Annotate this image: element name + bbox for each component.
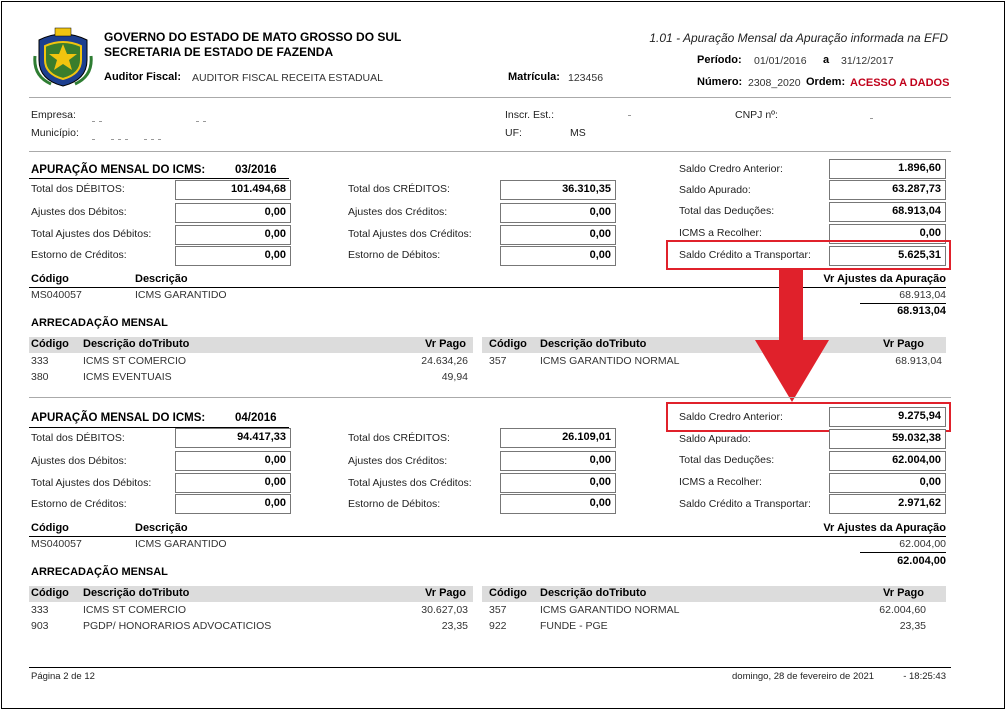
inscr-value-redacted [626, 107, 633, 125]
total-ajustes-debitos-value: 0,00 [175, 473, 291, 493]
arrec-descricao: ICMS ST COMERCIO [83, 355, 187, 367]
gov-line1: GOVERNO DO ESTADO DE MATO GROSSO DO SUL [104, 30, 402, 44]
periodo-start: 01/01/2016 [754, 55, 807, 67]
estorno-creditos-value: 0,00 [175, 246, 291, 266]
apuracao-title: APURAÇÃO MENSAL DO ICMS: [31, 412, 206, 424]
arrec-col-descricao: Descrição doTributo [540, 338, 647, 350]
total-debitos-value: 94.417,33 [175, 428, 291, 448]
periodo-sep: a [823, 54, 830, 66]
total-creditos-value: 26.109,01 [500, 428, 616, 448]
gov-line2: SECRETARIA DE ESTADO DE FAZENDA [104, 45, 334, 59]
ajustes-creditos-value: 0,00 [500, 203, 616, 223]
arrec-descricao: ICMS GARANTIDO NORMAL [540, 604, 680, 616]
arrec-codigo: 357 [489, 355, 507, 367]
uf-label: UF: [505, 127, 522, 139]
ajustes-col-descricao: Descrição [135, 273, 188, 285]
ajustes-col-codigo: Código [31, 522, 69, 534]
arrec-col-codigo: Código [489, 587, 527, 599]
arrec-col-valor: Vr Pago [425, 587, 466, 599]
divider [860, 552, 946, 553]
ordem-value: ACESSO A DADOS [850, 77, 950, 89]
periodo-end: 31/12/2017 [841, 55, 894, 67]
ajuste-valor: 62.004,00 [899, 538, 946, 550]
arrec-valor: 62.004,60 [879, 604, 926, 616]
ajustes-creditos-label: Ajustes dos Créditos: [348, 206, 448, 218]
divider [29, 97, 951, 98]
arrec-valor: 68.913,04 [895, 355, 942, 367]
arrec-col-codigo: Código [31, 587, 69, 599]
total-creditos-label: Total dos CRÉDITOS: [348, 432, 450, 444]
municipio-value-redacted [90, 131, 163, 149]
divider [29, 397, 951, 398]
apuracao-month: 03/2016 [235, 164, 277, 176]
total-deducoes-value: 68.913,04 [829, 202, 946, 222]
total-ajustes-creditos-label: Total Ajustes dos Créditos: [348, 477, 472, 489]
total-ajustes-creditos-label: Total Ajustes dos Créditos: [348, 228, 472, 240]
state-coat-of-arms-logo [33, 26, 93, 88]
ajuste-codigo: MS040057 [31, 538, 82, 550]
empresa-label: Empresa: [31, 109, 76, 121]
arrec-col-valor: Vr Pago [425, 338, 466, 350]
ajustes-creditos-value: 0,00 [500, 451, 616, 471]
arrec-col-codigo: Código [31, 338, 69, 350]
arrec-valor: 23,35 [899, 620, 926, 632]
footer-page: Página 2 de 12 [31, 671, 95, 682]
estorno-debitos-label: Estorno de Débitos: [348, 498, 441, 510]
estorno-debitos-value: 0,00 [500, 246, 616, 266]
arrec-descricao: ICMS GARANTIDO NORMAL [540, 355, 680, 367]
saldo-transportar-value: 5.625,31 [829, 246, 946, 266]
estorno-creditos-label: Estorno de Créditos: [31, 249, 127, 261]
ajustes-col-valor: Vr Ajustes da Apuração [823, 273, 946, 285]
estorno-creditos-value: 0,00 [175, 494, 291, 514]
divider [29, 178, 289, 179]
highlight-saldo-credor-anterior [666, 402, 951, 432]
total-ajustes-debitos-value: 0,00 [175, 225, 291, 245]
footer-date: domingo, 28 de fevereiro de 2021 [732, 671, 875, 682]
apuracao-title: APURAÇÃO MENSAL DO ICMS: [31, 164, 206, 176]
arrec-descricao: ICMS ST COMERCIO [83, 604, 187, 616]
total-creditos-value: 36.310,35 [500, 180, 616, 200]
saldo-apurado-label: Saldo Apurado: [679, 433, 751, 445]
total-ajustes-debitos-label: Total Ajustes dos Débitos: [31, 477, 152, 489]
total-ajustes-creditos-value: 0,00 [500, 225, 616, 245]
icms-recolher-label: ICMS a Recolher: [679, 476, 762, 488]
ajustes-col-codigo: Código [31, 273, 69, 285]
arrec-col-codigo: Código [489, 338, 527, 350]
arrec-valor: 24.634,26 [421, 355, 468, 367]
ajuste-codigo: MS040057 [31, 289, 82, 301]
total-debitos-label: Total dos DÉBITOS: [31, 183, 125, 195]
ajustes-debitos-label: Ajustes dos Débitos: [31, 206, 127, 218]
saldo-apurado-label: Saldo Apurado: [679, 184, 751, 196]
footer-time: - 18:25:43 [903, 671, 946, 682]
saldo-transportar-value: 2.971,62 [829, 494, 946, 514]
arrec-col-descricao: Descrição doTributo [83, 338, 190, 350]
arrecadacao-title: ARRECADAÇÃO MENSAL [31, 566, 168, 578]
saldo-credor-anterior-value: 1.896,60 [829, 159, 946, 179]
arrecadacao-title: ARRECADAÇÃO MENSAL [31, 317, 168, 329]
arrec-col-valor: Vr Pago [883, 338, 924, 350]
ajuste-descricao: ICMS GARANTIDO [135, 538, 227, 550]
arrec-codigo: 380 [31, 371, 49, 383]
saldo-apurado-value: 63.287,73 [829, 180, 946, 200]
total-debitos-label: Total dos DÉBITOS: [31, 432, 125, 444]
icms-recolher-value: 0,00 [829, 224, 946, 244]
arrec-valor: 23,35 [441, 620, 468, 632]
estorno-creditos-label: Estorno de Créditos: [31, 498, 127, 510]
ajustes-col-valor: Vr Ajustes da Apuração [823, 522, 946, 534]
ajustes-debitos-label: Ajustes dos Débitos: [31, 455, 127, 467]
arrec-codigo: 357 [489, 604, 507, 616]
saldo-transportar-label: Saldo Crédito a Transportar: [679, 249, 811, 261]
saldo-transportar-label: Saldo Crédito a Transportar: [679, 498, 811, 510]
saldo-credor-anterior-value: 9.275,94 [829, 407, 946, 427]
ajustes-col-descricao: Descrição [135, 522, 188, 534]
apuracao-month: 04/2016 [235, 412, 277, 424]
ajustes-debitos-value: 0,00 [175, 451, 291, 471]
footer-divider [29, 667, 951, 668]
auditor-label: Auditor Fiscal: [104, 71, 182, 83]
icms-recolher-label: ICMS a Recolher: [679, 227, 762, 239]
arrec-valor: 30.627,03 [421, 604, 468, 616]
ajuste-total: 68.913,04 [897, 305, 946, 317]
saldo-credor-anterior-label: Saldo Credro Anterior: [679, 411, 783, 423]
total-deducoes-value: 62.004,00 [829, 451, 946, 471]
total-ajustes-creditos-value: 0,00 [500, 473, 616, 493]
periodo-label: Período: [697, 54, 742, 66]
numero-value: 2308_2020 [748, 77, 801, 89]
arrec-descricao: ICMS EVENTUAIS [83, 371, 172, 383]
matricula-value: 123456 [568, 72, 604, 84]
arrec-descricao: FUNDE - PGE [540, 620, 608, 632]
highlight-saldo-transportar [666, 240, 951, 270]
total-ajustes-debitos-label: Total Ajustes dos Débitos: [31, 228, 152, 240]
arrec-codigo: 922 [489, 620, 507, 632]
arrec-col-descricao: Descrição doTributo [540, 587, 647, 599]
saldo-apurado-value: 59.032,38 [829, 429, 946, 449]
ajustes-creditos-label: Ajustes dos Créditos: [348, 455, 448, 467]
ajuste-total: 62.004,00 [897, 555, 946, 567]
estorno-debitos-value: 0,00 [500, 494, 616, 514]
total-creditos-label: Total dos CRÉDITOS: [348, 183, 450, 195]
icms-recolher-value: 0,00 [829, 473, 946, 493]
cnpj-value-redacted [868, 110, 875, 128]
arrec-descricao: PGDP/ HONORARIOS ADVOCATICIOS [83, 620, 272, 632]
cnpj-label: CNPJ nº: [735, 109, 778, 121]
ajuste-valor: 68.913,04 [899, 289, 946, 301]
total-debitos-value: 101.494,68 [175, 180, 291, 200]
saldo-credor-anterior-label: Saldo Credro Anterior: [679, 163, 783, 175]
arrec-col-valor: Vr Pago [883, 587, 924, 599]
estorno-debitos-label: Estorno de Débitos: [348, 249, 441, 261]
divider [29, 151, 951, 152]
municipio-label: Município: [31, 127, 79, 139]
report-title: 1.01 - Apuração Mensal da Apuração informada na EFD [649, 31, 948, 45]
divider [29, 536, 946, 537]
ordem-label: Ordem: [806, 76, 846, 88]
ajuste-descricao: ICMS GARANTIDO [135, 289, 227, 301]
inscr-label: Inscr. Est.: [505, 109, 555, 121]
red-down-arrow [752, 270, 832, 405]
empresa-value-redacted [90, 113, 208, 131]
auditor-value: AUDITOR FISCAL RECEITA ESTADUAL [192, 72, 383, 84]
arrec-col-descricao: Descrição doTributo [83, 587, 190, 599]
total-deducoes-label: Total das Deduções: [679, 205, 775, 217]
uf-value: MS [570, 127, 586, 139]
total-deducoes-label: Total das Deduções: [679, 454, 775, 466]
arrec-valor: 49,94 [441, 371, 468, 383]
numero-label: Número: [697, 76, 743, 88]
ajustes-debitos-value: 0,00 [175, 203, 291, 223]
matricula-label: Matrícula: [508, 71, 560, 83]
arrec-codigo: 333 [31, 604, 49, 616]
arrec-codigo: 333 [31, 355, 49, 367]
divider [860, 303, 946, 304]
arrec-codigo: 903 [31, 620, 49, 632]
